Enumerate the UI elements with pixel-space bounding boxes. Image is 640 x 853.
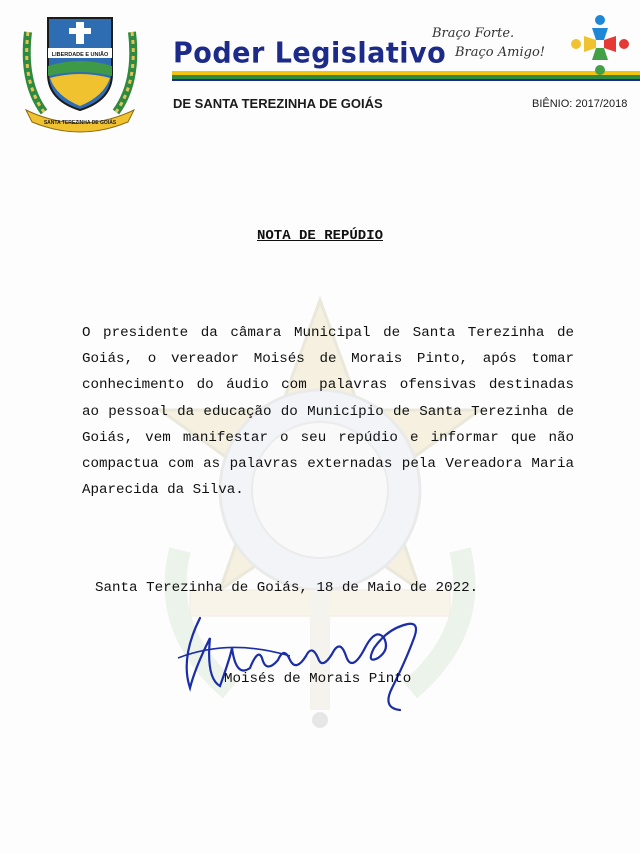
handwritten-signature-icon bbox=[170, 598, 440, 718]
page-title: Poder Legislativo bbox=[173, 37, 447, 70]
crest-banner-text: LIBERDADE E UNIÃO bbox=[51, 52, 109, 58]
bienio-label: BIÊNIO: 2017/2018 bbox=[532, 98, 628, 110]
document-body: O presidente da câmara Municipal de Santa Terezinha de Goiás, o vereador Moisés de Morais Pinto, após tomar conhecimento do áudio com palavras ofensivas destinadas ao pessoal da educação do Município de Santa Terezinha de Goiás, vem manifestar o seu repúdio e informar que não compactua com as palavras externadas pela Vereadora Maria Aparecida da Silva. bbox=[82, 325, 574, 499]
place-date: Santa Terezinha de Goiás, 18 de Maio de 2022. bbox=[95, 580, 479, 596]
municipal-coat-of-arms-icon bbox=[14, 12, 146, 136]
crest-ribbon-text: SANTA TEREZINHA DE GOIÁS bbox=[43, 120, 117, 126]
slogan-line-1: Braço Forte. bbox=[432, 26, 515, 41]
document-heading-text: NOTA DE REPÚDIO bbox=[256, 228, 384, 244]
signer-name: Moisés de Morais Pinto bbox=[224, 671, 412, 687]
page-subtitle: DE SANTA TEREZINHA DE GOIÁS bbox=[173, 96, 383, 111]
header-stripe-blue bbox=[172, 79, 640, 81]
document-heading bbox=[0, 228, 640, 244]
united-people-logo-icon bbox=[568, 12, 632, 76]
slogan-line-2: Braço Amigo! bbox=[455, 45, 546, 60]
